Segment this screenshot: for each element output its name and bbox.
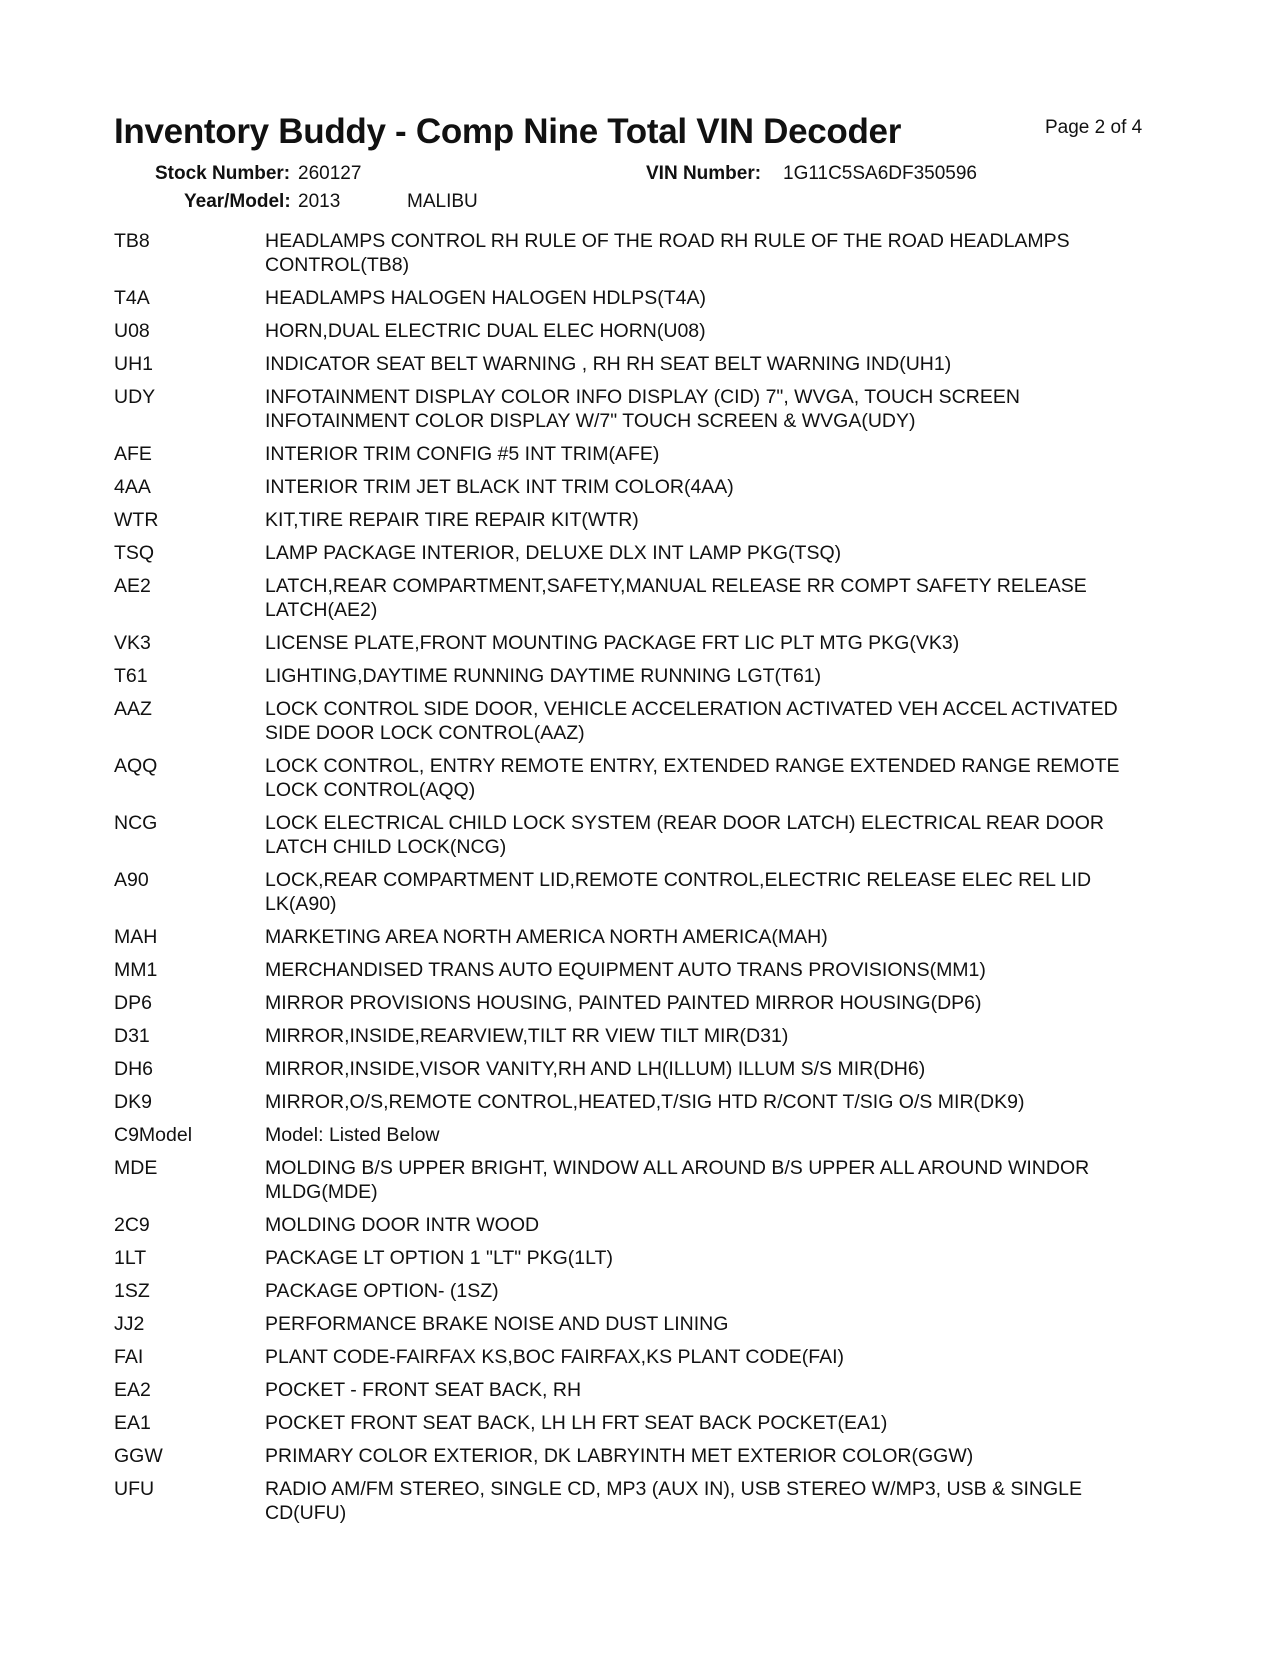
option-row [114, 1156, 1164, 1204]
option-row [114, 286, 1164, 310]
page-title: Inventory Buddy - Comp Nine Total VIN Decoder [114, 112, 902, 151]
option-row [114, 385, 1164, 433]
option-row [114, 991, 1164, 1015]
option-description: PERFORMANCE BRAKE NOISE AND DUST LINING [265, 1313, 729, 1335]
option-code: TB8 [114, 230, 150, 252]
option-row [114, 1246, 1164, 1270]
stock-number-value: 260127 [298, 163, 362, 184]
option-code: GGW [114, 1445, 163, 1467]
option-row [114, 1312, 1164, 1336]
option-code: AE2 [114, 575, 151, 597]
page-number: Page 2 of 4 [1045, 117, 1143, 138]
option-code: DP6 [114, 992, 152, 1014]
option-row [114, 229, 1164, 277]
vin-number-value: 1G11C5SA6DF350596 [783, 163, 977, 184]
option-description: Model: Listed Below [265, 1124, 440, 1146]
option-code: EA2 [114, 1379, 151, 1401]
option-row [114, 1024, 1164, 1048]
option-row [114, 958, 1164, 982]
option-row [114, 1090, 1164, 1114]
option-row [114, 754, 1164, 802]
option-row [114, 1123, 1164, 1147]
option-row [114, 1411, 1164, 1435]
option-code: UFU [114, 1478, 155, 1500]
option-description: HORN,DUAL ELECTRIC DUAL ELEC HORN(U08) [265, 320, 706, 342]
model-value: MALIBU [407, 191, 478, 212]
option-description: INDICATOR SEAT BELT WARNING , RH RH SEAT BELT WARNING IND(UH1) [265, 353, 952, 375]
option-code: AFE [114, 443, 152, 465]
option-description: MARKETING AREA NORTH AMERICA NORTH AMERICA(MAH) [265, 926, 828, 948]
option-row [114, 475, 1164, 499]
option-code: 1LT [114, 1247, 147, 1269]
option-description: LOCK ELECTRICAL CHILD LOCK SYSTEM (REAR DOOR LATCH) ELECTRICAL REAR DOOR LATCH CHILD LOCK(NCG) [265, 812, 1105, 858]
option-code: MM1 [114, 959, 158, 981]
option-row [114, 1057, 1164, 1081]
option-code: EA1 [114, 1412, 151, 1434]
option-code: AAZ [114, 698, 152, 720]
option-description: MOLDING B/S UPPER BRIGHT, WINDOW ALL AROUND B/S UPPER ALL AROUND WINDOR MLDG(MDE) [265, 1157, 1090, 1203]
option-description: MIRROR,INSIDE,REARVIEW,TILT RR VIEW TILT MIR(D31) [265, 1025, 789, 1047]
option-code: AQQ [114, 755, 158, 777]
option-row [114, 697, 1164, 745]
option-row [114, 1378, 1164, 1402]
option-row [114, 1444, 1164, 1468]
option-code: VK3 [114, 632, 151, 654]
option-description: LOCK CONTROL, ENTRY REMOTE ENTRY, EXTENDED RANGE EXTENDED RANGE REMOTE LOCK CONTROL(AQQ) [265, 755, 1120, 801]
option-code: DK9 [114, 1091, 152, 1113]
option-description: LOCK,REAR COMPARTMENT LID,REMOTE CONTROL,ELECTRIC RELEASE ELEC REL LID LK(A90) [265, 869, 1092, 915]
option-code: UH1 [114, 353, 154, 375]
option-code: JJ2 [114, 1313, 145, 1335]
option-row [114, 352, 1164, 376]
option-code: 2C9 [114, 1214, 150, 1236]
option-description: HEADLAMPS CONTROL RH RULE OF THE ROAD RH RULE OF THE ROAD HEADLAMPS CONTROL(TB8) [265, 230, 1070, 276]
option-row [114, 1345, 1164, 1369]
stock-number-label: Stock Number: [155, 163, 291, 184]
option-description: LATCH,REAR COMPARTMENT,SAFETY,MANUAL RELEASE RR COMPT SAFETY RELEASE LATCH(AE2) [265, 575, 1087, 621]
option-row [114, 541, 1164, 565]
option-description: PRIMARY COLOR EXTERIOR, DK LABRYINTH MET EXTERIOR COLOR(GGW) [265, 1445, 974, 1467]
year-model-label: Year/Model: [184, 191, 291, 212]
option-description: PACKAGE LT OPTION 1 "LT" PKG(1LT) [265, 1247, 613, 1269]
option-row [114, 811, 1164, 859]
option-description: INTERIOR TRIM CONFIG #5 INT TRIM(AFE) [265, 443, 660, 465]
option-row [114, 574, 1164, 622]
option-description: LOCK CONTROL SIDE DOOR, VEHICLE ACCELERATION ACTIVATED VEH ACCEL ACTIVATED SIDE DOOR LOCK CONTROL(AAZ) [265, 698, 1118, 744]
option-description: POCKET - FRONT SEAT BACK, RH [265, 1379, 582, 1401]
option-description: MOLDING DOOR INTR WOOD [265, 1214, 540, 1236]
option-code: MAH [114, 926, 158, 948]
option-description: MIRROR,INSIDE,VISOR VANITY,RH AND LH(ILLUM) ILLUM S/S MIR(DH6) [265, 1058, 926, 1080]
option-code: A90 [114, 869, 149, 891]
vin-number-label: VIN Number: [646, 163, 762, 184]
year-value: 2013 [298, 191, 341, 212]
option-description: MIRROR PROVISIONS HOUSING, PAINTED PAINTED MIRROR HOUSING(DP6) [265, 992, 982, 1014]
option-code: FAI [114, 1346, 144, 1368]
option-code: TSQ [114, 542, 155, 564]
option-description: LICENSE PLATE,FRONT MOUNTING PACKAGE FRT LIC PLT MTG PKG(VK3) [265, 632, 960, 654]
option-code: U08 [114, 320, 150, 342]
option-code: WTR [114, 509, 159, 531]
option-code: D31 [114, 1025, 150, 1047]
option-description: RADIO AM/FM STEREO, SINGLE CD, MP3 (AUX IN), USB STEREO W/MP3, USB & SINGLE CD(UFU) [265, 1478, 1082, 1524]
option-code: 1SZ [114, 1280, 150, 1302]
option-description: HEADLAMPS HALOGEN HALOGEN HDLPS(T4A) [265, 287, 707, 309]
option-description: MERCHANDISED TRANS AUTO EQUIPMENT AUTO TRANS PROVISIONS(MM1) [265, 959, 986, 981]
option-code: MDE [114, 1157, 158, 1179]
option-description: PLANT CODE-FAIRFAX KS,BOC FAIRFAX,KS PLANT CODE(FAI) [265, 1346, 845, 1368]
option-code: UDY [114, 386, 156, 408]
option-code: T61 [114, 665, 148, 687]
option-description: KIT,TIRE REPAIR TIRE REPAIR KIT(WTR) [265, 509, 639, 531]
option-description: INFOTAINMENT DISPLAY COLOR INFO DISPLAY (CID) 7", WVGA, TOUCH SCREEN INFOTAINMENT COLOR DISPLAY W/7" TOUCH SCREEN & WVGA(UDY) [265, 386, 1020, 432]
option-code: 4AA [114, 476, 151, 498]
option-code: T4A [114, 287, 150, 309]
option-row [114, 508, 1164, 532]
option-description: INTERIOR TRIM JET BLACK INT TRIM COLOR(4AA) [265, 476, 734, 498]
option-row [114, 442, 1164, 466]
option-row [114, 1477, 1164, 1525]
option-code: DH6 [114, 1058, 154, 1080]
option-description: PACKAGE OPTION- (1SZ) [265, 1280, 499, 1302]
option-row [114, 868, 1164, 916]
option-description: LAMP PACKAGE INTERIOR, DELUXE DLX INT LAMP PKG(TSQ) [265, 542, 842, 564]
option-description: LIGHTING,DAYTIME RUNNING DAYTIME RUNNING LGT(T61) [265, 665, 822, 687]
option-row [114, 319, 1164, 343]
option-description: POCKET FRONT SEAT BACK, LH LH FRT SEAT BACK POCKET(EA1) [265, 1412, 888, 1434]
option-row [114, 1213, 1164, 1237]
option-description: MIRROR,O/S,REMOTE CONTROL,HEATED,T/SIG HTD R/CONT T/SIG O/S MIR(DK9) [265, 1091, 1025, 1113]
option-code: NCG [114, 812, 158, 834]
option-code-list [114, 229, 1164, 1534]
option-row [114, 631, 1164, 655]
option-code: C9Model [114, 1124, 193, 1146]
option-row [114, 1279, 1164, 1303]
option-row [114, 925, 1164, 949]
option-row [114, 664, 1164, 688]
